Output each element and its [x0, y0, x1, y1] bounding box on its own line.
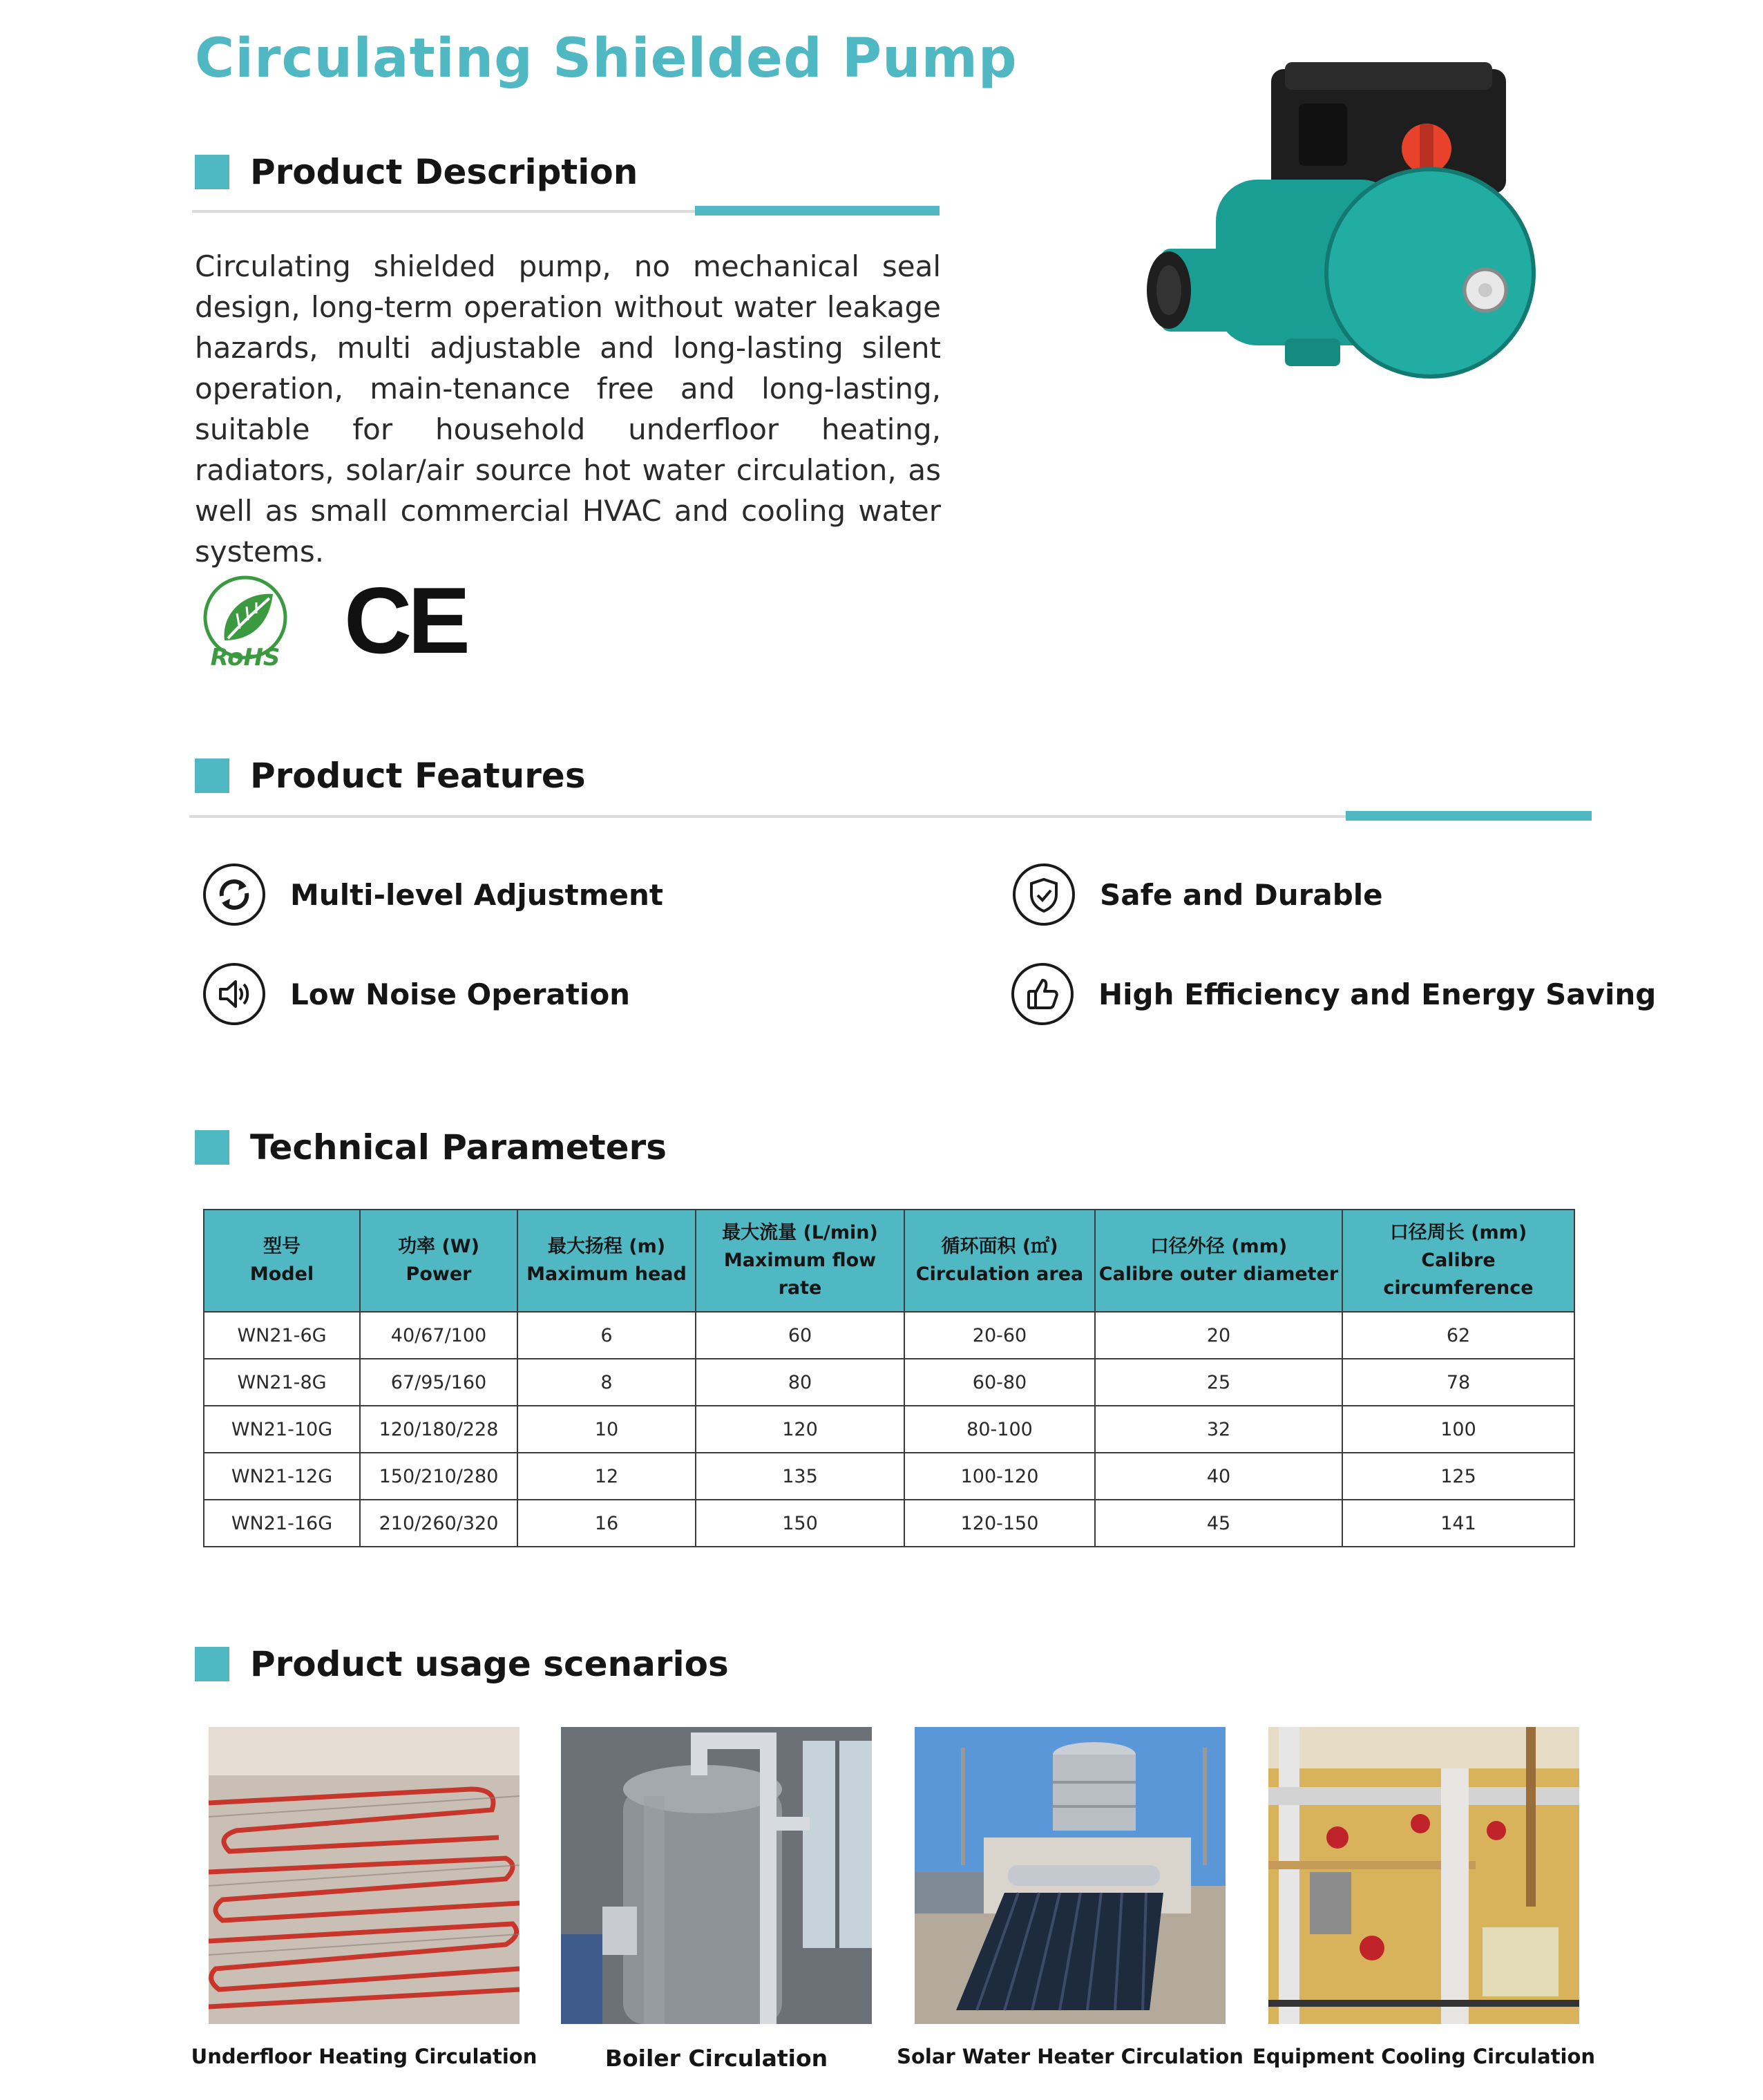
- section-label: Product Features: [250, 756, 586, 796]
- section-heading-features: [195, 756, 586, 796]
- table-cell: WN21-12G: [204, 1453, 360, 1500]
- column-header-model: 型号 Model: [204, 1210, 360, 1312]
- table-row: [204, 1453, 1574, 1500]
- table-cell: 125: [1342, 1453, 1574, 1500]
- table-cell: WN21-16G: [204, 1500, 360, 1547]
- column-header-outer-diameter: 口径外径 (mm) Calibre outer diameter: [1095, 1210, 1342, 1312]
- column-header-area: 循环面积 (㎡) Circulation area: [904, 1210, 1095, 1312]
- refresh-icon: [203, 863, 265, 926]
- table-cell: 20: [1095, 1312, 1342, 1359]
- feature-item: [1013, 863, 1383, 926]
- scenario-caption: Underfloor Heating Circulation: [191, 2045, 537, 2068]
- table-cell: 100: [1342, 1406, 1574, 1453]
- table-cell: 80: [696, 1359, 904, 1406]
- boiler-image: [561, 1727, 872, 2024]
- solar-water-heater-image: [915, 1727, 1226, 2024]
- feature-label: High Efficiency and Energy Saving: [1098, 977, 1657, 1011]
- pump-product-image: [1140, 55, 1568, 401]
- underfloor-heating-image: [209, 1727, 520, 2024]
- table-cell: 20-60: [904, 1312, 1095, 1359]
- scenario-caption: Boiler Circulation: [604, 2045, 828, 2072]
- table-cell: 40: [1095, 1453, 1342, 1500]
- table-cell: 150/210/280: [360, 1453, 517, 1500]
- table-cell: WN21-8G: [204, 1359, 360, 1406]
- section-label: Product usage scenarios: [250, 1644, 729, 1684]
- feature-item: [203, 963, 630, 1025]
- table-cell: 135: [696, 1453, 904, 1500]
- table-cell: 60: [696, 1312, 904, 1359]
- table-cell: 32: [1095, 1406, 1342, 1453]
- section-marker: [195, 1647, 229, 1681]
- table-cell: 100-120: [904, 1453, 1095, 1500]
- section-label: Product Description: [250, 152, 638, 192]
- equipment-cooling-image: [1268, 1727, 1579, 2024]
- product-description-text: Circulating shielded pump, no mechanical seal design, long-term operation without water leakage hazards, multi adjustable and long-lasting silent operation, main-tenance free and long-lasting, suitable for household underfloor heating, radiators, solar/air source hot water circulation, as well as small commercial HVAC and cooling water systems.: [195, 249, 941, 569]
- table-header-row: [204, 1210, 1574, 1312]
- thumbs-up-icon: [1011, 963, 1074, 1025]
- section-heading-parameters: [195, 1127, 667, 1167]
- feature-label: Multi-level Adjustment: [290, 877, 663, 912]
- section-marker: [195, 758, 229, 793]
- feature-label: Safe and Durable: [1100, 877, 1383, 912]
- table-cell: 62: [1342, 1312, 1574, 1359]
- table-cell: 120: [696, 1406, 904, 1453]
- table-row: [204, 1312, 1574, 1359]
- section-label: Technical Parameters: [250, 1127, 667, 1167]
- section-heading-description: [195, 152, 638, 192]
- table-cell: 67/95/160: [360, 1359, 517, 1406]
- table-cell: 150: [696, 1500, 904, 1547]
- section-divider-accent: [1346, 811, 1592, 821]
- table-cell: 78: [1342, 1359, 1574, 1406]
- table-cell: 60-80: [904, 1359, 1095, 1406]
- section-divider-accent: [695, 206, 940, 216]
- table-row: [204, 1359, 1574, 1406]
- section-marker: [195, 155, 229, 189]
- table-cell: 45: [1095, 1500, 1342, 1547]
- table-cell: 6: [517, 1312, 696, 1359]
- table-cell: WN21-6G: [204, 1312, 360, 1359]
- table-cell: 25: [1095, 1359, 1342, 1406]
- table-cell: 210/260/320: [360, 1500, 517, 1547]
- scenario-caption: Equipment Cooling Circulation: [1252, 2045, 1596, 2068]
- scenario-caption: Solar Water Heater Circulation: [897, 2045, 1243, 2068]
- table-cell: 8: [517, 1359, 696, 1406]
- page-title: Circulating Shielded Pump: [195, 28, 1018, 90]
- table-cell: 16: [517, 1500, 696, 1547]
- table-cell: 10: [517, 1406, 696, 1453]
- feature-item: [1011, 963, 1656, 1025]
- column-header-flow: 最大流量 (L/min) Maximum flow rate: [696, 1210, 904, 1312]
- technical-parameters-table: [203, 1209, 1575, 1547]
- table-cell: 40/67/100: [360, 1312, 517, 1359]
- rohs-logo: [197, 575, 294, 671]
- table-row: [204, 1406, 1574, 1453]
- section-heading-scenarios: [195, 1644, 729, 1684]
- table-cell: 12: [517, 1453, 696, 1500]
- ce-mark: CE: [344, 568, 466, 673]
- table-cell: 80-100: [904, 1406, 1095, 1453]
- table-cell: 120/180/228: [360, 1406, 517, 1453]
- column-header-head: 最大扬程 (m) Maximum head: [517, 1210, 696, 1312]
- table-cell: 120-150: [904, 1500, 1095, 1547]
- feature-label: Low Noise Operation: [290, 977, 631, 1011]
- table-cell: WN21-10G: [204, 1406, 360, 1453]
- feature-item: [203, 863, 663, 926]
- table-cell: 141: [1342, 1500, 1574, 1547]
- shield-check-icon: [1013, 863, 1075, 926]
- column-header-circumference: 口径周长 (mm) Calibre circumference: [1342, 1210, 1574, 1312]
- table-row: [204, 1500, 1574, 1547]
- speaker-icon: [203, 963, 265, 1025]
- section-marker: [195, 1130, 229, 1165]
- column-header-power: 功率 (W) Power: [360, 1210, 517, 1312]
- rohs-text: RoHS: [210, 644, 280, 671]
